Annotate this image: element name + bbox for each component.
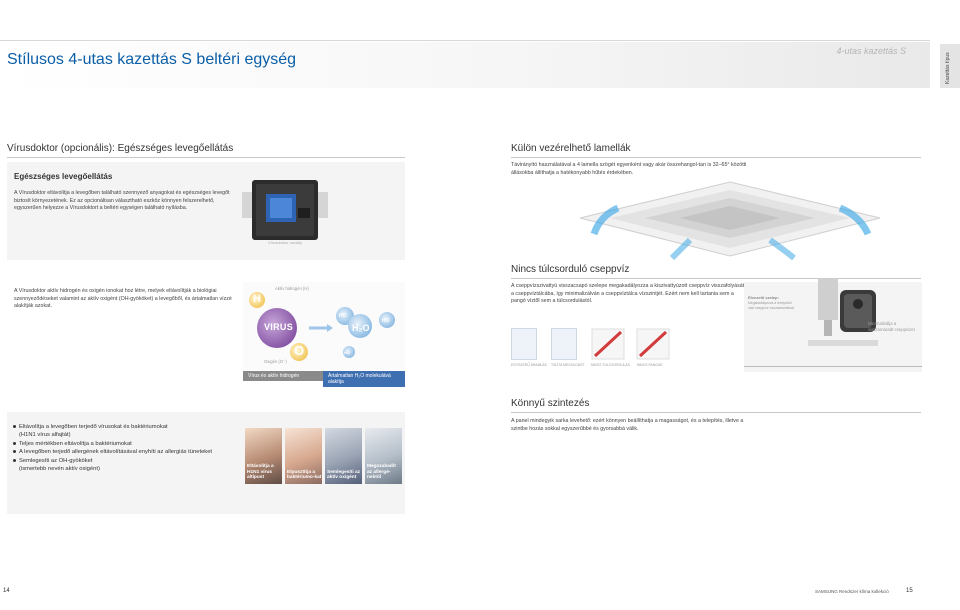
step-no-stagnation [636,328,670,360]
photo-girl: Elpusztítja a baktériumo-kat [285,428,322,484]
drain-pump-illustration [800,274,900,364]
benefit-item: (H1N1 vírus alfajtát) [19,432,71,439]
drain-note-text: Megakadályozza a lefolyóból való cseppvíz visszaáramlását [748,301,794,310]
lamella-text: Távirányító használatával a 4 lamella szögét egyenként vagy akár összehangol-tan is 32–65° közötti állásokba állíthatja a hatékonyabb hűtés érdekében. [511,162,747,176]
step-simple-flow [511,328,537,360]
install-text: A panel mindegyik sarka levehető: ezért könnyen beállíthatja a magasságot, és a telepítés, illetve a szintbe hozás sokkal egyszerűbbé és gyorsabbá válik. [511,418,744,432]
mini-label: EGYSZERŰ ÁRAMLÁS [511,363,547,367]
drain-callout: Minimalizálja a visszamaradt cseppvizet [868,321,915,332]
footer-left-page: 14 [3,588,10,594]
photo-man: Megszabadít az allergé-nektől [365,428,402,484]
section-divider [511,157,921,158]
ho-molecule-2: HO [382,318,390,324]
ion-text: A Vírusdoktor aktív hidrogén és oxigén ionokat hoz létre, melyek eltávolítják a biológiai szennyeződéseket valamint az aktív oxigént (OH-gyököket) a levegőből, és ártalmatlan vízzé alakítják azokat. [14,288,232,310]
drain-section-title: Nincs túlcsorduló cseppvíz [511,264,630,275]
header-subtitle: 4-utas kazettás S [836,46,906,56]
page-title: Stílusos 4-utas kazettás S beltéri egység [7,51,297,68]
benefit-item: Semlegesíti az OH-gyököket [13,457,238,465]
drain-note-title: Elvezető szelep: [748,295,779,300]
side-tab[interactable] [940,44,960,88]
install-section-title: Könnyű szintezés [511,398,590,409]
benefit-item: Eltávolítja a levegőben terjedő vírusokat és baktériumokat [13,423,238,431]
drain-baseline [744,366,922,367]
oxygen-label: O [294,343,305,358]
side-tab-label: Kazettás típus [945,52,951,84]
chip-harmless-water: Ártalmatlan H₂O molekulává alakítja [323,371,405,387]
benefit-item: A levegőben terjedő allergének eltávolításával enyhíti az allergiás tüneteket [13,448,238,456]
footer-right-page: 15 [906,588,913,594]
footer-brand: SAMSUNG Rendszer klíma kollekció [815,589,889,594]
mini-label: NINCS TÚLCSORDULÁS [591,363,630,367]
h-ion-label: H [253,293,261,305]
mini-label: TISZTA MEGOLDÁST [551,363,585,367]
benefit-list [13,423,238,473]
oxygen-caption: Oxigén (O⁻) [264,359,287,364]
photo-child: Eltávolítja a H1N1 vírus altípust [245,428,282,484]
virus-doctor-section-title: Vírusdoktor (opcionális): Egészséges levegőellátás [7,143,234,154]
device-caption: Vírusdoktor osztály [268,240,303,245]
cassette-unit-illustration [540,178,920,260]
healthy-air-title: Egészséges levegőellátás [14,172,113,181]
benefit-item: (ismertebb nevén aktív oxigént) [19,466,100,473]
benefit-item: Teljes mértékben eltávolítja a baktériumokat [13,440,238,448]
mini-label: NINCS PANGÁS [637,363,663,367]
h2o-molecule: H₂O [352,323,370,333]
header-top-line [0,40,930,41]
section-divider [511,412,921,413]
chip-virus-hydrogen: Vírus és aktív hidrogén [243,371,323,381]
h-caption: Aktív hidrogén (H) [275,286,309,291]
virus-label: VIRUS [264,322,294,332]
step-clean-solution [551,328,577,360]
section-divider [7,157,405,158]
healthy-air-text: A Vírusdoktor eltávolítja a levegőben található szennyező anyagokat és egészséges levegőt biztosít környezetének. Ez az opcionálisan választható eszköz könnyen felszerelhető, egyszerűen helyezze a Vírusdoktort a beltéri egységen található nyílásba. [14,190,230,212]
photo-woman: Semlegesíti az aktív oxigént [325,428,362,484]
lamella-section-title: Külön vezérelhető lamellák [511,143,631,154]
virus-doctor-device-illustration [238,172,334,248]
ho-molecule-3: HO [344,350,350,355]
ho-molecule-1: HO [339,313,347,319]
step-no-overflow [591,328,625,360]
drain-text: A cseppvízszivattyú visszacsapó szelepe megakadályozza a kiszivattyúzott cseppvíz visszafolyását a cseppvíztálcába, így minimalizálván a cseppvíztálca vízszintjét. Ezért nem kell tartania sem a pangó víztől sem a túlcsordulástól. [511,283,745,305]
